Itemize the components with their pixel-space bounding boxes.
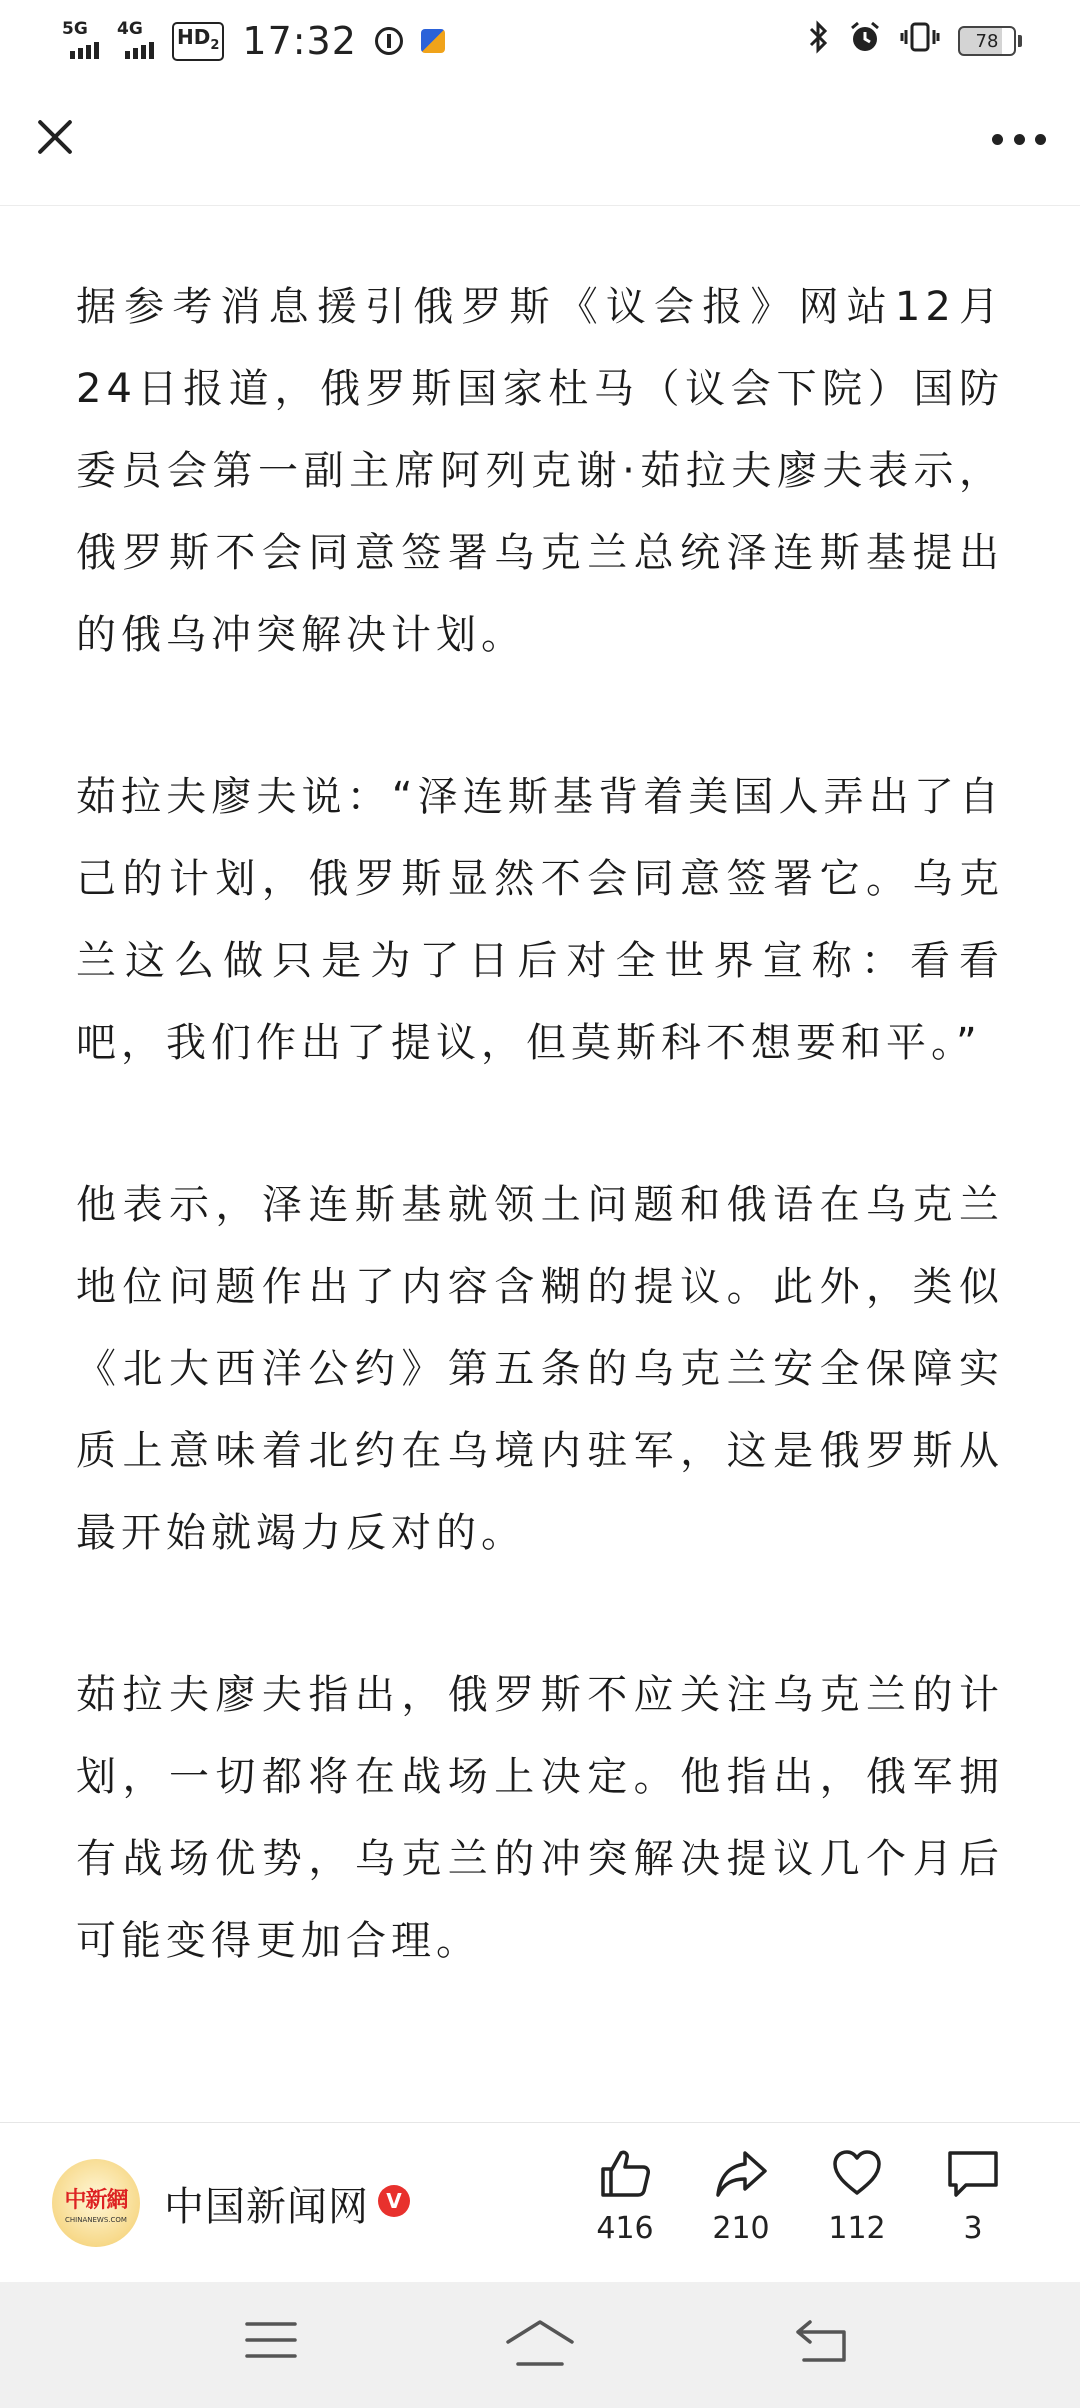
comment-bubble-icon: [944, 2145, 1002, 2201]
status-left: [62, 19, 445, 63]
source-name[interactable]: 中国新闻网: [164, 2184, 369, 2230]
back-icon: [794, 2318, 850, 2364]
hd-label: HD: [177, 24, 211, 49]
verified-badge: V: [378, 2185, 410, 2217]
share-count: 210: [712, 2211, 770, 2246]
home-nav-button[interactable]: [504, 2318, 576, 2372]
status-time: 17:32: [242, 19, 357, 63]
favorite-button[interactable]: [807, 2145, 907, 2246]
menu-nav-button[interactable]: [244, 2318, 298, 2366]
vibrate-icon: [900, 19, 940, 63]
status-right: [808, 19, 1022, 63]
network-label-4g: 4G: [117, 19, 143, 39]
signal-5g-icon: [62, 19, 99, 59]
article-paragraph: 据参考消息援引俄罗斯《议会报》网站12月24日报道，俄罗斯国家杜马（议会下院）国防委员会第一副主席阿列克谢·茹拉夫廖夫表示，俄罗斯不会同意签署乌克兰总统泽连斯基提出的俄乌冲突解决计划。: [76, 284, 1004, 658]
network-label-5g: 5G: [62, 19, 88, 39]
source-avatar-logo-subtext: CHINANEWS.COM: [65, 2215, 127, 2224]
article-paragraph: 茹拉夫廖夫指出，俄罗斯不应关注乌克兰的计划，一切都将在战场上决定。他指出，俄军拥有战场优势，乌克兰的冲突解决提议几个月后可能变得更加合理。: [76, 1672, 1004, 1964]
hd-voice-icon: [172, 22, 224, 61]
article-action-bar: [0, 2122, 1080, 2282]
notification-app-icon: [421, 29, 445, 53]
close-icon[interactable]: [30, 112, 80, 162]
heart-icon: [829, 2145, 885, 2201]
comment-button[interactable]: [923, 2145, 1023, 2246]
article-paragraph: 他表示，泽连斯基就领土问题和俄语在乌克兰地位问题作出了内容含糊的提议。此外，类似《北大西洋公约》第五条的乌克兰安全保障实质上意味着北约在乌境内驻军，这是俄罗斯从最开始就竭力反对的。: [76, 1182, 1004, 1556]
menu-icon: [244, 2318, 298, 2362]
bluetooth-icon: [808, 20, 830, 62]
comment-count: 3: [963, 2211, 983, 2246]
alarm-icon: [848, 19, 882, 63]
thumbs-up-icon: [597, 2145, 653, 2201]
hd-sub-label: 2: [210, 37, 220, 53]
battery-level: 78: [958, 26, 1016, 56]
favorite-count: 112: [828, 2211, 886, 2246]
status-bar: [0, 0, 1080, 82]
app-status-icon: [375, 27, 403, 55]
source-avatar-logo-text: 中新網: [64, 2186, 128, 2213]
source-avatar[interactable]: [52, 2159, 140, 2247]
like-count: 416: [596, 2211, 654, 2246]
like-button[interactable]: [575, 2145, 675, 2246]
top-bar: [0, 82, 1080, 206]
share-arrow-icon: [713, 2145, 769, 2201]
back-nav-button[interactable]: [794, 2318, 850, 2368]
system-nav-bar: [0, 2282, 1080, 2408]
share-button[interactable]: [691, 2145, 791, 2246]
signal-4g-icon: [117, 19, 154, 59]
article-paragraph: 茹拉夫廖夫说：“泽连斯基背着美国人弄出了自己的计划，俄罗斯显然不会同意签署它。乌克兰这么做只是为了日后对全世界宣称：看看吧，我们作出了提议，但莫斯科不想要和平。”: [76, 774, 1004, 1066]
article-body: [76, 266, 1004, 2062]
more-options-icon[interactable]: [992, 134, 1046, 146]
battery-icon: [958, 26, 1022, 56]
home-icon: [504, 2318, 576, 2368]
